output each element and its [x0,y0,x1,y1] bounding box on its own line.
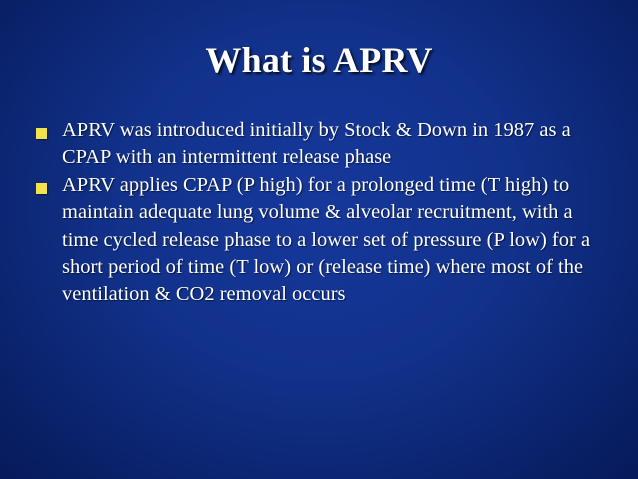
square-bullet-icon [36,128,47,139]
bullet-item [0,117,638,172]
square-bullet-icon [36,183,47,194]
slide-title: What is APRV [205,40,433,80]
bullet-text: APRV was introduced initially by Stock & Down in 1987 as a CPAP with an intermittent release phase [62,119,571,169]
bullet-list [0,117,638,309]
bullet-item [0,172,638,309]
bullet-text: APRV applies CPAP (P high) for a prolonged time (T high) to maintain adequate lung volume & alveolar recruitment, with a time cycled release phase to a lower set of pressure (P low) for a short period of time (T low) or (release time) where most of the ventilation & CO2 removal occurs [62,173,591,306]
